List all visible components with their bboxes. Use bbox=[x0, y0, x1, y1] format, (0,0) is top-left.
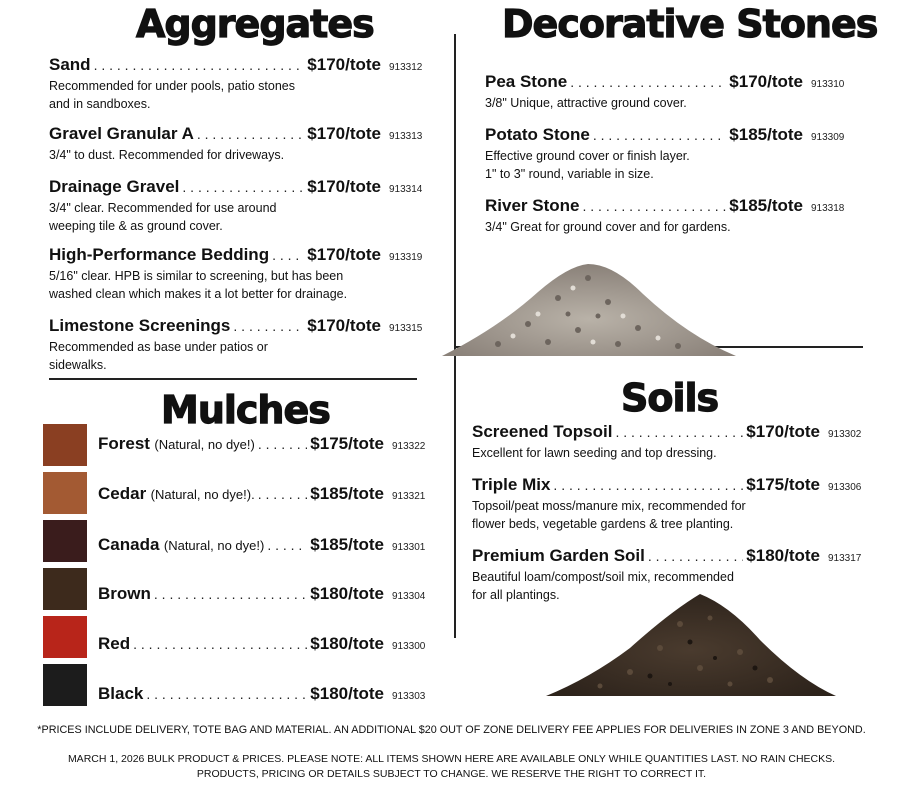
product-name: Sand bbox=[49, 55, 91, 74]
product-code: 913318 bbox=[811, 203, 845, 214]
leader-dots bbox=[648, 548, 743, 564]
product-description: Topsoil/peat moss/manure mix, recommended for flower beds, vegetable gardens & tree planting. bbox=[472, 499, 746, 531]
leader-dots bbox=[146, 686, 307, 702]
product-description: 5/16" clear. HPB is similar to screening, but has been washed clean which makes it a lot better for drainage. bbox=[49, 269, 348, 301]
product-name: Premium Garden Soil bbox=[472, 546, 645, 565]
product-code: 913306 bbox=[828, 482, 862, 493]
product-price: $170/tote bbox=[729, 72, 803, 91]
product-drainage-gravel bbox=[49, 177, 425, 235]
product-price: $175/tote bbox=[310, 434, 384, 453]
product-high-performance-bedding bbox=[49, 245, 425, 303]
product-sand bbox=[49, 55, 425, 113]
product-price: $180/tote bbox=[746, 546, 820, 565]
product-name: Screened Topsoil bbox=[472, 422, 613, 441]
footer-price-note: *PRICES INCLUDE DELIVERY, TOTE BAG AND MATERIAL. AN ADDITIONAL $20 OUT OF ZONE DELIVERY FEE APPLIES FOR DELIVERIES IN ZONE 3 AND BEYOND. bbox=[37, 724, 866, 736]
product-code: 913322 bbox=[392, 441, 426, 452]
product-name: Brown bbox=[98, 584, 151, 603]
product-name: Forest bbox=[98, 434, 150, 453]
product-name: Black bbox=[98, 684, 144, 703]
leader-dots bbox=[182, 179, 304, 195]
product-name: River Stone bbox=[485, 196, 580, 215]
left-divider bbox=[49, 378, 417, 380]
product-description: Effective ground cover or finish layer. 1" to 3" round, variable in size. bbox=[485, 149, 690, 181]
leader-dots bbox=[570, 74, 726, 90]
stone-pile-image bbox=[438, 258, 738, 362]
product-code: 913317 bbox=[828, 553, 862, 564]
product-description: 3/8" Unique, attractive ground cover. bbox=[485, 96, 687, 110]
leader-dots bbox=[94, 57, 305, 73]
product-code: 913302 bbox=[828, 429, 862, 440]
product-code: 913321 bbox=[392, 491, 426, 502]
leader-dots bbox=[272, 247, 304, 263]
product-description: 3/4" Great for ground cover and for gardens. bbox=[485, 220, 731, 234]
product-code: 913312 bbox=[389, 62, 423, 73]
product-note: (Natural, no dye!) bbox=[154, 437, 255, 452]
product-mulch-brown bbox=[98, 584, 428, 604]
product-code: 913314 bbox=[389, 184, 423, 195]
leader-dots bbox=[154, 586, 307, 602]
product-note: (Natural, no dye!). bbox=[150, 487, 255, 502]
product-name: Potato Stone bbox=[485, 125, 590, 144]
product-name: Gravel Granular A bbox=[49, 124, 194, 143]
leader-dots bbox=[593, 127, 726, 143]
product-description: 3/4" to dust. Recommended for driveways. bbox=[49, 148, 285, 162]
mulch-swatch-red bbox=[43, 616, 87, 658]
leader-dots bbox=[553, 477, 743, 493]
product-note: (Natural, no dye!) bbox=[163, 538, 265, 553]
mulch-swatch-black bbox=[43, 664, 87, 706]
product-name: Pea Stone bbox=[485, 72, 568, 91]
product-pea-stone bbox=[485, 72, 847, 112]
mulch-swatch-brown bbox=[43, 568, 87, 610]
leader-dots bbox=[615, 424, 743, 440]
product-description: Beautiful loam/compost/soil mix, recommended for all plantings. bbox=[472, 570, 734, 602]
footer-disclaimer-line2: PRODUCTS, PRICING OR DETAILS SUBJECT TO CHANGE. WE RESERVE THE RIGHT TO CORRECT IT. bbox=[196, 768, 707, 780]
product-price: $180/tote bbox=[310, 634, 384, 653]
product-gravel-granular-a bbox=[49, 124, 425, 164]
product-price: $185/tote bbox=[310, 484, 384, 503]
product-name: Triple Mix bbox=[472, 475, 551, 494]
product-name: Limestone Screenings bbox=[49, 316, 231, 335]
product-description: Excellent for lawn seeding and top dressing. bbox=[472, 446, 717, 460]
product-screened-topsoil bbox=[472, 422, 864, 462]
product-price: $170/tote bbox=[307, 245, 381, 264]
product-price: $175/tote bbox=[746, 475, 820, 494]
product-price: $180/tote bbox=[310, 584, 384, 603]
leader-dots bbox=[582, 198, 726, 214]
product-price: $185/tote bbox=[729, 196, 803, 215]
soils-title: Soils bbox=[621, 376, 719, 420]
product-limestone-screenings bbox=[49, 316, 425, 374]
product-mulch-black bbox=[98, 684, 428, 704]
product-description: 3/4" clear. Recommended for use around weeping tile & as ground cover. bbox=[49, 201, 277, 233]
decorative-stones-title: Decorative Stones bbox=[502, 2, 878, 46]
product-price: $180/tote bbox=[310, 684, 384, 703]
soil-pile-image bbox=[540, 588, 840, 704]
product-price: $170/tote bbox=[307, 124, 381, 143]
product-code: 913319 bbox=[389, 252, 423, 263]
product-price: $170/tote bbox=[746, 422, 820, 441]
mulches-title: Mulches bbox=[161, 388, 330, 432]
mulch-swatch-cedar bbox=[43, 472, 87, 514]
product-mulch-canada bbox=[98, 535, 428, 555]
product-mulch-forest bbox=[98, 434, 428, 454]
leader-dots bbox=[258, 486, 308, 502]
leader-dots bbox=[258, 436, 307, 452]
leader-dots bbox=[233, 318, 304, 334]
mulch-swatch-forest bbox=[43, 424, 87, 466]
product-name: High-Performance Bedding bbox=[49, 245, 270, 264]
product-code: 913313 bbox=[389, 131, 423, 142]
product-triple-mix bbox=[472, 475, 864, 533]
product-price: $170/tote bbox=[307, 177, 381, 196]
product-name: Canada bbox=[98, 535, 160, 554]
product-code: 913315 bbox=[389, 323, 423, 334]
leader-dots bbox=[197, 126, 304, 142]
footer-disclaimer-line1: MARCH 1, 2026 BULK PRODUCT & PRICES. PLEASE NOTE: ALL ITEMS SHOWN HERE ARE AVAILABLE ONLY WHILE QUANTITIES LAST. NO RAIN CHECKS. bbox=[67, 753, 836, 765]
product-name: Red bbox=[98, 634, 131, 653]
mulch-swatch-canada bbox=[43, 520, 87, 562]
product-price: $170/tote bbox=[307, 316, 381, 335]
product-code: 913301 bbox=[392, 542, 426, 553]
product-potato-stone bbox=[485, 125, 847, 183]
product-code: 913309 bbox=[811, 132, 845, 143]
product-mulch-red bbox=[98, 634, 428, 654]
product-name: Drainage Gravel bbox=[49, 177, 180, 196]
aggregates-title: Aggregates bbox=[136, 2, 374, 46]
product-description: Recommended for under pools, patio stones and in sandboxes. bbox=[49, 79, 295, 111]
leader-dots bbox=[133, 636, 307, 652]
product-description: Recommended as base under patios or sidewalks. bbox=[49, 340, 268, 372]
product-mulch-cedar bbox=[98, 484, 428, 504]
product-code: 913303 bbox=[392, 691, 426, 702]
leader-dots bbox=[267, 537, 307, 553]
product-price: $185/tote bbox=[729, 125, 803, 144]
product-price: $185/tote bbox=[310, 535, 384, 554]
product-name: Cedar bbox=[98, 484, 147, 503]
product-code: 913310 bbox=[811, 79, 845, 90]
product-code: 913300 bbox=[392, 641, 426, 652]
product-price: $170/tote bbox=[307, 55, 381, 74]
product-code: 913304 bbox=[392, 591, 426, 602]
product-river-stone bbox=[485, 196, 847, 236]
